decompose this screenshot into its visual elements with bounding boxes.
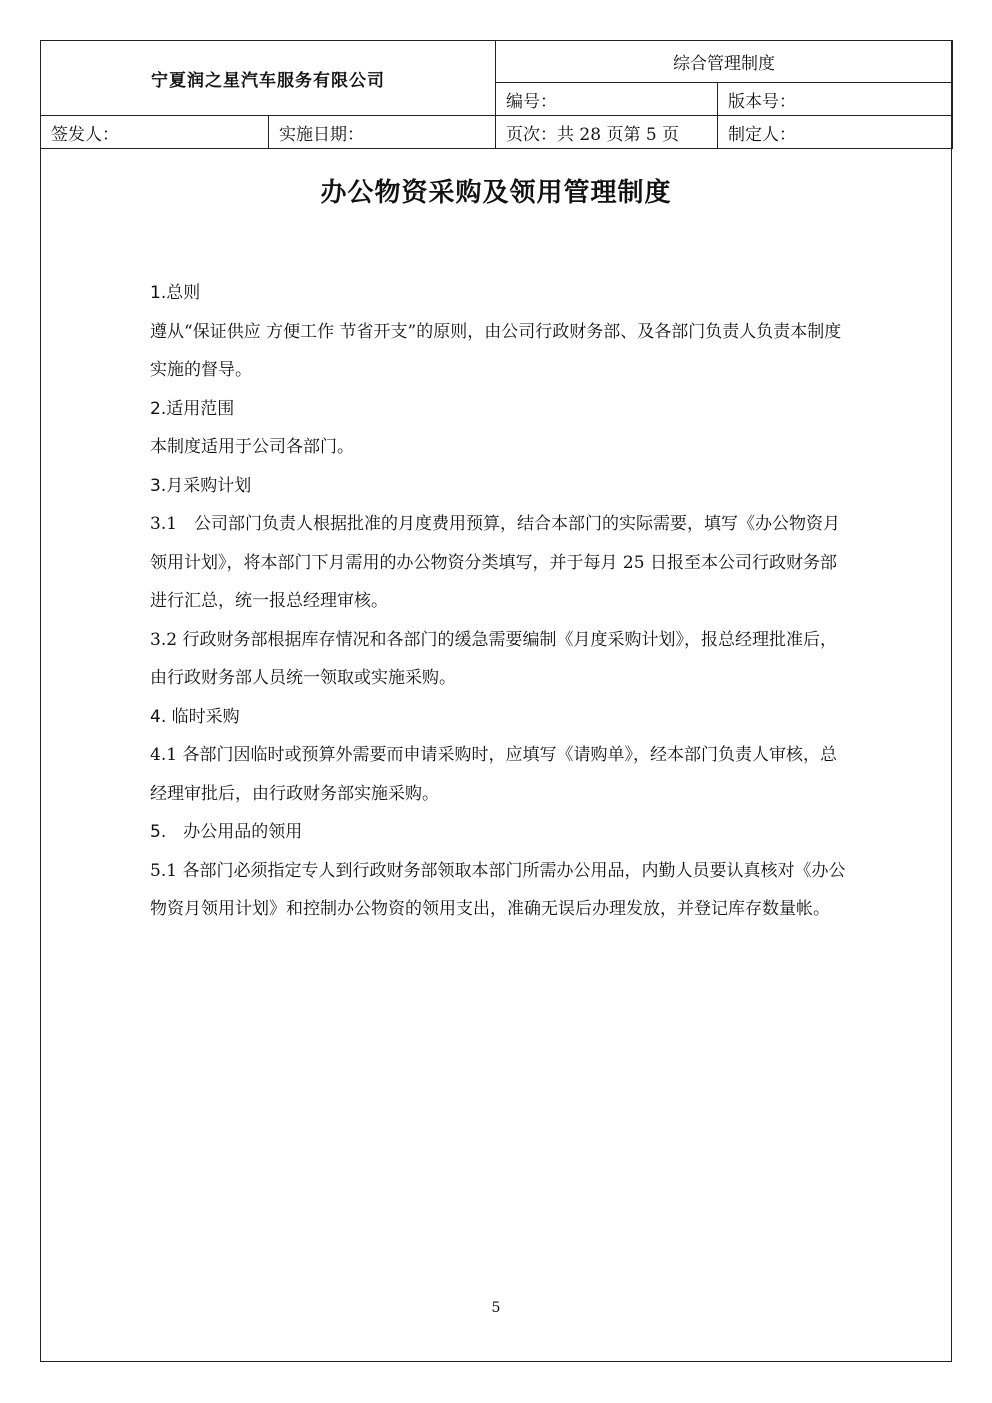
section-heading-general: 1.总则 xyxy=(150,283,201,303)
section-heading-scope: 2.适用范围 xyxy=(150,398,235,419)
issuer-field: 签发人： xyxy=(41,116,269,149)
company-name: 宁夏润之星汽车服务有限公司 xyxy=(41,41,496,116)
document-header-table xyxy=(40,40,953,149)
paragraph: 3.2 行政财务部根据库存情况和各部门的缓急需要编制《月度采购计划》，报总经理批准后，由行政财务部人员统一领取或实施采购。 xyxy=(150,629,837,688)
document-title: 办公物资采购及领用管理制度 xyxy=(320,178,672,208)
paragraph: 4.1 各部门因临时或预算外需要而申请采购时，应填写《请购单》，经本部门负责人审核，总经理审批后，由行政财务部实施采购。 xyxy=(150,745,837,804)
document-body xyxy=(150,274,850,929)
section-heading-temporary-purchase: 4. 临时采购 xyxy=(150,706,240,727)
paragraph: 本制度适用于公司各部门。 xyxy=(150,437,354,457)
section-heading-supply-usage: 5. 办公用品的领用 xyxy=(150,822,303,842)
page-number: 5 xyxy=(491,1300,501,1316)
number-field: 编号： xyxy=(496,83,718,116)
version-field: 版本号： xyxy=(718,83,953,116)
paragraph: 5.1 各部门必须指定专人到行政财务部领取本部门所需办公用品，内勤人员要认真核对《办公物资月领用计划》和控制办公物资的领用支出，准确无误后办理发放，并登记库存数量帐。 xyxy=(150,860,846,919)
paragraph: 3.1 公司部门负责人根据批准的月度费用预算，结合本部门的实际需要，填写《办公物资月领用计划》，将本部门下月需用的办公物资分类填写，并于每月 25 日报至本公司行政财务部进行汇总，统一报总经理审核。 xyxy=(150,514,841,611)
page-info-field: 页次：共 28 页第 5 页 xyxy=(496,116,718,149)
section-heading-monthly-plan: 3.月采购计划 xyxy=(150,475,252,496)
implementation-date-field: 实施日期： xyxy=(269,116,496,149)
author-field: 制定人： xyxy=(718,116,953,149)
document-category: 综合管理制度 xyxy=(496,41,953,83)
paragraph: 遵从“保证供应 方便工作 节省开支”的原则，由公司行政财务部、及各部门负责人负责本制度实施的督导。 xyxy=(150,321,842,380)
